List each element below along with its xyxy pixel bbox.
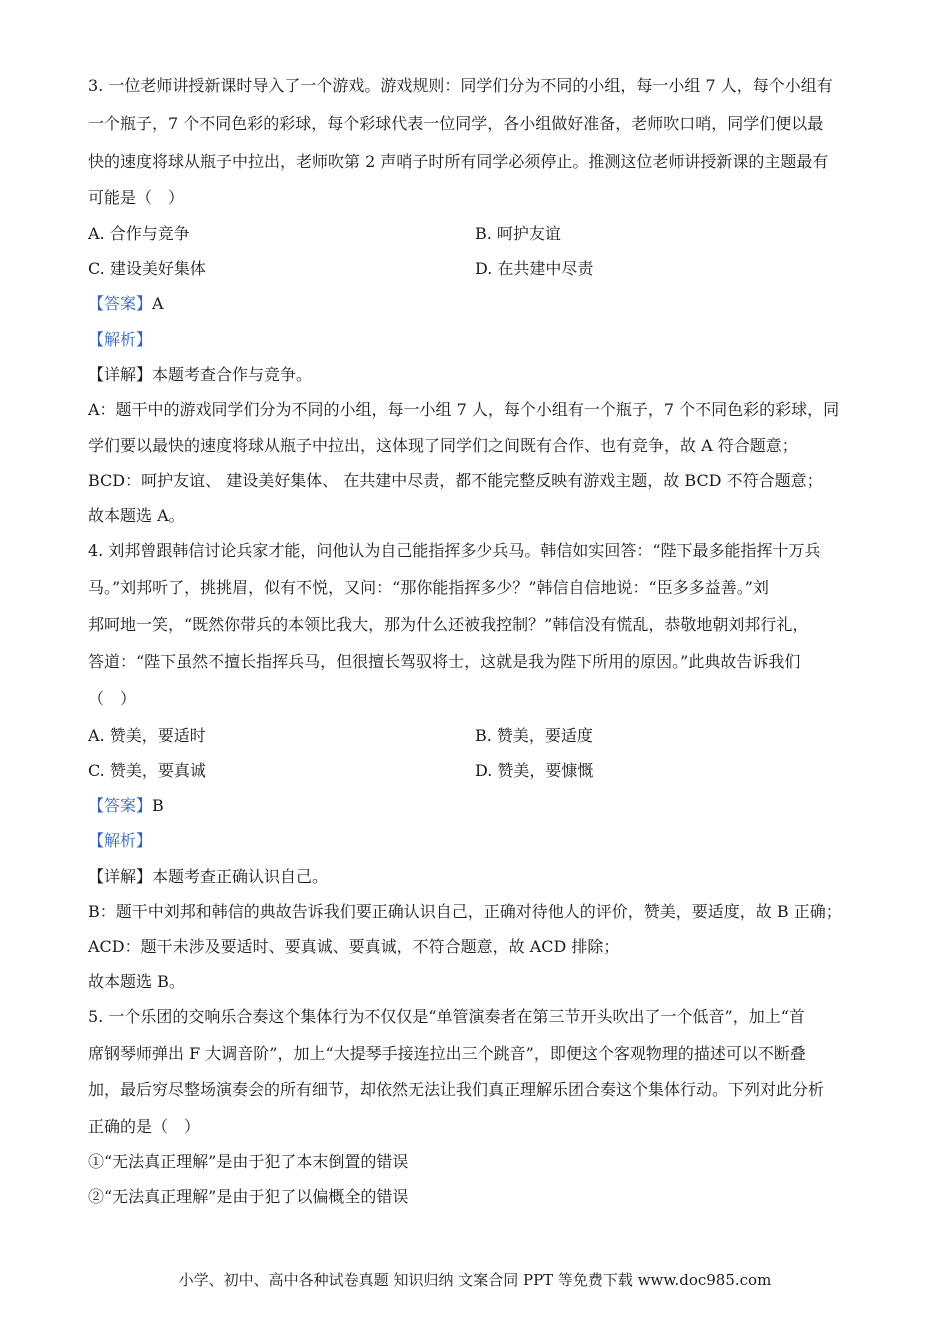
q4-detail-line-4: 故本题选 B。 (88, 972, 185, 991)
q4-stem-line-3: 邦呵地一笑，“既然你带兵的本领比我大，那为什么还被我控制？”韩信没有慌乱，恭敬地朝刘邦行礼， (88, 615, 809, 634)
q3-stem-line-3: 快的速度将球从瓶子中拉出，老师吹第 2 声哨子时所有同学必须停止。推测这位老师讲授新课的主题最有 (88, 152, 829, 171)
q3-detail-line-2: A：题干中的游戏同学们分为不同的小组，每一小组 7 人，每个小组有一个瓶子，7 个不同色彩的彩球，同 (88, 400, 840, 419)
q4-option-d: D. 赞美，要慷慨 (475, 761, 594, 780)
q4-option-c: C. 赞美，要真诚 (88, 761, 206, 780)
q3-detail-line-1: 【详解】本题考查合作与竞争。 (88, 365, 313, 384)
q4-answer (88, 796, 164, 816)
q3-analysis-tag: 【解析】 (88, 330, 153, 349)
q3-option-a: A. 合作与竞争 (88, 224, 190, 243)
q5-stem-line-4: 正确的是（ ） (88, 1117, 201, 1136)
q3-answer (88, 294, 164, 314)
q3-option-c: C. 建设美好集体 (88, 259, 206, 278)
q3-stem-line-2: 一个瓶子，7 个不同色彩的彩球，每个彩球代表一位同学，各小组做好准备，老师吹口哨，同学们便以最 (88, 114, 824, 133)
q4-detail-line-1: 【详解】本题考查正确认识自己。 (88, 867, 329, 886)
q4-answer-value: B (152, 796, 164, 815)
q3-stem-line-1: 3. 一位老师讲授新课时导入了一个游戏。游戏规则：同学们分为不同的小组，每一小组 7 人，每个小组有 (88, 76, 833, 95)
q4-detail-line-3: ACD：题干未涉及要适时、要真诚、要真诚，不符合题意，故 ACD 排除； (88, 937, 620, 956)
q4-stem-line-2: 马。”刘邦听了，挑挑眉，似有不悦，又问：“那你能指挥多少？”韩信自信地说：“臣多多益善。”刘 (88, 578, 769, 597)
q3-detail-line-3: 学们要以最快的速度将球从瓶子中拉出，这体现了同学们之间既有合作、也有竞争，故 A 符合题意； (88, 436, 798, 455)
q4-detail-line-2: B：题干中刘邦和韩信的典故告诉我们要正确认识自己，正确对待他人的评价，赞美，要适度，故 B 正确； (88, 902, 842, 921)
q5-stem-line-2: 席钢琴师弹出 F 大调音阶”，加上“大提琴手接连拉出三个跳音”，即便这个客观物理的描述可以不断叠 (88, 1044, 806, 1063)
q4-stem-line-5: （ ） (88, 689, 137, 708)
q3-option-d: D. 在共建中尽责 (475, 259, 594, 278)
q3-answer-value: A (152, 294, 164, 313)
q3-stem-line-4: 可能是（ ） (88, 188, 185, 207)
q4-analysis-tag: 【解析】 (88, 831, 153, 850)
q4-stem-line-1: 4. 刘邦曾跟韩信讨论兵家才能，问他认为自己能指挥多少兵马。韩信如实回答：“陛下最多能指挥十万兵 (88, 541, 821, 560)
q5-stem-line-3: 加，最后穷尽整场演奏会的所有细节，却依然无法让我们真正理解乐团合奏这个集体行动。下列对此分析 (88, 1080, 825, 1099)
q4-stem-line-4: 答道：“陛下虽然不擅长指挥兵马，但很擅长驾驭将士，这就是我为陛下所用的原因。”此典故告诉我们 (88, 652, 801, 671)
q5-item-2: ②“无法真正理解”是由于犯了以偏概全的错误 (88, 1187, 409, 1206)
q3-detail-line-5: 故本题选 A。 (88, 506, 185, 525)
q4-answer-tag: 【答案】 (88, 796, 153, 815)
q3-detail-line-4: BCD：呵护友谊、 建设美好集体、 在共建中尽责，都不能完整反映有游戏主题，故 BCD 不符合题意； (88, 471, 823, 490)
q4-option-b: B. 赞美，要适度 (475, 726, 593, 745)
page-footer: 小学、初中、高中各种试卷真题 知识归纳 文案合同 PPT 等免费下载 www.doc985.com (178, 1271, 772, 1289)
q3-option-b: B. 呵护友谊 (475, 224, 561, 243)
q5-item-1: ①“无法真正理解”是由于犯了本末倒置的错误 (88, 1152, 409, 1171)
q5-stem-line-1: 5. 一个乐团的交响乐合奏这个集体行为不仅仅是“单管演奏者在第三节开头吹出了一个低音”，加上“首 (88, 1007, 805, 1026)
q3-answer-tag: 【答案】 (88, 294, 153, 313)
q4-option-a: A. 赞美，要适时 (88, 726, 206, 745)
